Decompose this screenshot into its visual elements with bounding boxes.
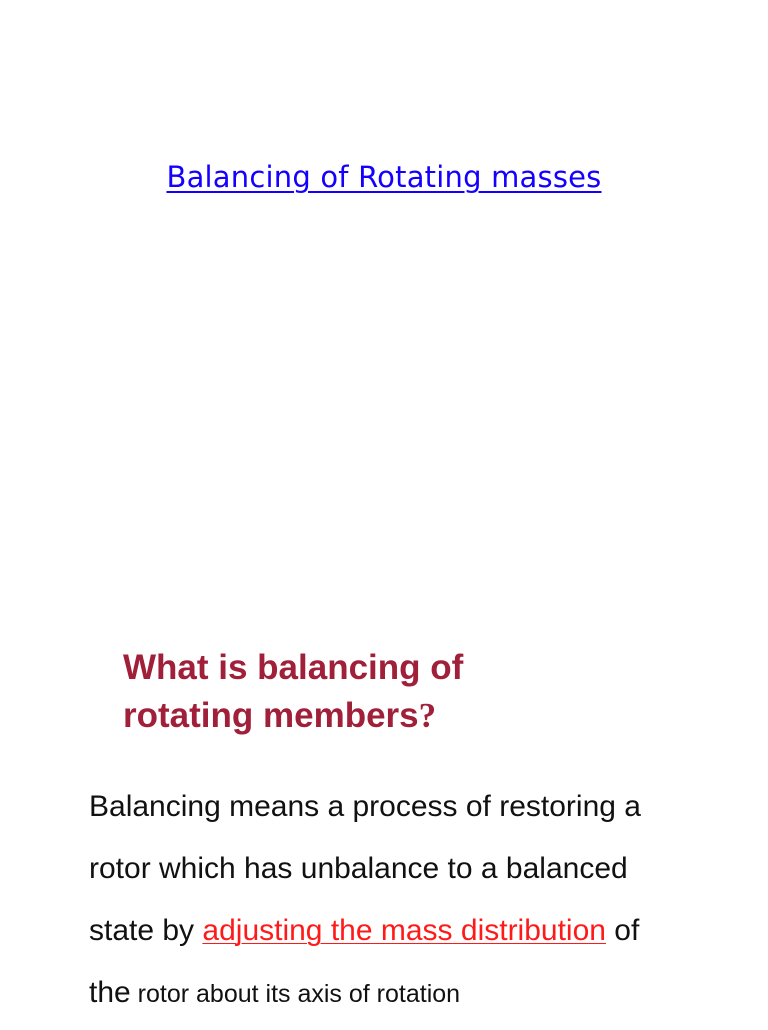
definition-line-2: rotor which has unbalance to a balanced [89, 852, 628, 885]
definition-line-3 [89, 906, 749, 968]
question-heading [123, 644, 643, 740]
question-mark: ? [418, 696, 437, 735]
highlighted-phrase: adjusting the mass distribution [202, 914, 606, 947]
slide-title: Balancing of Rotating masses [166, 160, 602, 194]
question-line-2 [123, 692, 643, 740]
question-line-1: What is balancing of [123, 648, 464, 687]
definition-line-4 [89, 968, 749, 1030]
definition-line-1: Balancing means a process of restoring a [89, 790, 641, 823]
definition-line-4-small: rotor about its axis of rotation [130, 980, 461, 1008]
definition-line-4-big: the [89, 976, 131, 1009]
question-line-2-text: rotating members [123, 696, 419, 735]
definition-line-3-pre: state by [89, 914, 203, 947]
definition-paragraph [89, 782, 749, 1030]
definition-line-3-post: of [605, 914, 640, 947]
